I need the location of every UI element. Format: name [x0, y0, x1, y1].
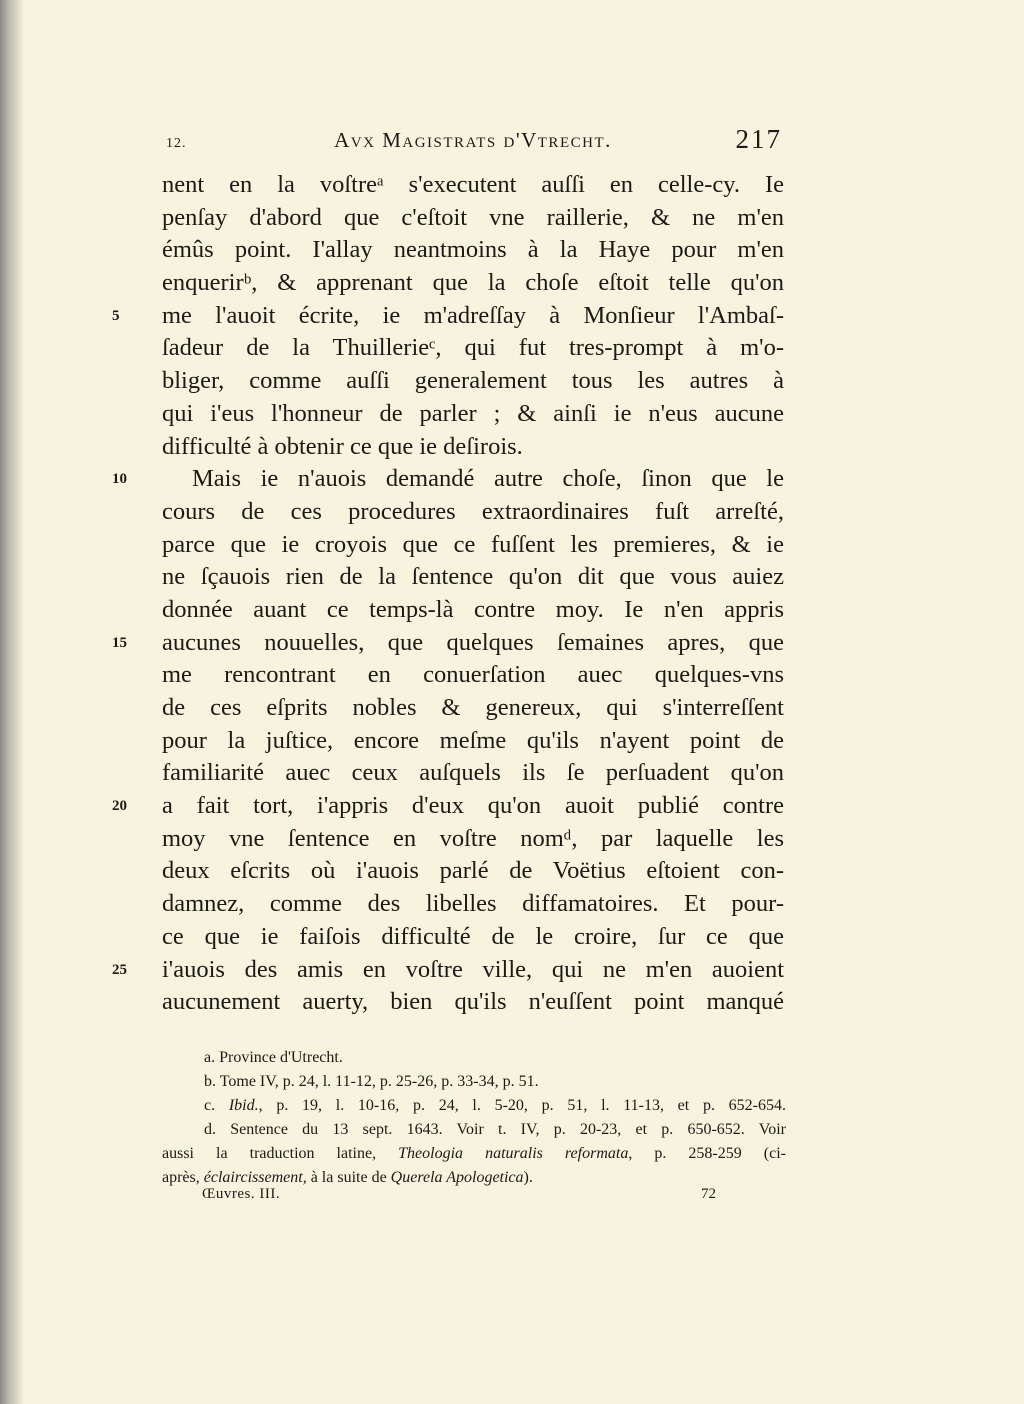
text-line: ſadeur de la Thuillerieᶜ, qui fut tres-prompt à m'o- [162, 334, 784, 362]
text-line: parce que ie croyois que ce fuſſent les premieres, & ie [162, 530, 784, 558]
text-line: aucunement auerty, bien qu'ils n'euſſent point manqué [162, 988, 784, 1016]
line-number: 5 [112, 307, 120, 324]
running-title: Avx Magistrats d'Vtrecht. [334, 128, 612, 152]
footnote-d-text: après, [162, 1169, 204, 1186]
text-line: penſay d'abord que c'eſtoit vne raillerie, & ne m'en [162, 203, 784, 231]
text-line: enquerirᵇ, & apprenant que la choſe eſtoit telle qu'on [162, 269, 784, 297]
line-number: 25 [112, 961, 127, 978]
line-number: 15 [112, 634, 127, 651]
footnote-d-text: ). [523, 1169, 533, 1186]
footnote-c-marker: c. [204, 1097, 229, 1114]
text-line: moy vne ſentence en voſtre nomᵈ, par laquelle les [162, 824, 784, 852]
sheet-number: 72 [701, 1186, 716, 1202]
text-line-numbered [112, 300, 784, 333]
text-line: damnez, comme des libelles diffamatoires. Et pour- [162, 890, 784, 918]
text-line: pour la juſtice, encore meſme qu'ils n'ayent point de [162, 726, 784, 754]
page-gutter-shadow [0, 0, 24, 1404]
text-line: difficulté à obtenir ce que ie deſirois. [162, 432, 523, 460]
text-line: me rencontrant en conuerſation auec quelques-vns [162, 661, 784, 689]
text-line-numbered [112, 954, 784, 987]
text-line: familiarité auec ceux auſquels ils ſe perſuadent qu'on [162, 759, 784, 787]
text-line-content: me l'auoit écrite, ie m'adreſſay à Monſieur l'Ambaſ- [162, 301, 784, 329]
line-number: 10 [112, 471, 127, 488]
footnote-c-text: , p. 19, l. 10-16, p. 24, l. 5-20, p. 51, l. 11-13, et p. 652-654. [258, 1097, 786, 1114]
text-line-content: i'auois des amis en voſtre ville, qui ne m'en auoient [162, 955, 784, 983]
footnote-a: a. Province d'Utrecht. [204, 1049, 343, 1066]
chapter-number: 12. [166, 136, 187, 151]
footnote-d-work-title: Theologia naturalis reformata [398, 1145, 629, 1162]
text-line: émûs point. I'allay neantmoins à la Haye pour m'en [162, 236, 784, 264]
text-line-content: a fait tort, i'appris d'eux qu'on auoit publié contre [162, 792, 784, 820]
body-text [112, 169, 784, 1019]
text-line: cours de ces procedures extraordinaires fuſt arreſté, [162, 497, 784, 525]
text-line-content: Mais ie n'auois demandé autre choſe, ſinon que le [192, 465, 784, 493]
page-footer [162, 1186, 786, 1210]
text-line-numbered [112, 627, 784, 660]
footnote-d-text: , p. 258-259 (ci- [628, 1145, 786, 1162]
text-line: bliger, comme auſſi generalement tous les autres à [162, 367, 784, 395]
footnote-c-ibid: Ibid. [228, 1097, 259, 1114]
text-line: donnée auant ce temps-là contre moy. Ie n'en appris [162, 595, 784, 623]
signature-mark: Œuvres. III. [202, 1186, 281, 1202]
text-line: nent en la voſtreᵃ s'executent auſſi en celle-cy. Ie [162, 171, 784, 198]
text-line: de ces eſprits nobles & genereux, qui s'interreſſent [162, 694, 784, 721]
line-number: 20 [112, 798, 127, 815]
text-line: ne ſçauois rien de la ſentence qu'on dit que vous auiez [162, 563, 784, 591]
text-line-content: aucunes nouuelles, que quelques ſemaines apres, que [162, 628, 784, 656]
footnote-d-work-title: Querela Apologetica [390, 1169, 524, 1186]
footnotes [162, 1046, 786, 1190]
footnote-d-line2 [162, 1142, 786, 1166]
footnote-d-text: aussi la traduction latine, [162, 1145, 399, 1162]
footnote-d-text: à la suite de [306, 1169, 391, 1186]
text-line: deux eſcrits où i'auois parlé de Voëtius eſtoient con- [162, 857, 784, 885]
text-line: ce que ie faiſois difficulté de le croire, ſur ce que [162, 922, 784, 950]
page-number: 217 [735, 124, 782, 154]
running-header [162, 124, 784, 164]
footnote-b: b. Tome IV, p. 24, l. 11-12, p. 25-26, p. 33-34, p. 51. [204, 1073, 539, 1090]
footnote-d-eclaircissement: éclaircissement, [203, 1169, 307, 1186]
footnote-c [162, 1094, 786, 1118]
text-line-numbered [112, 463, 784, 496]
text-line-numbered [112, 790, 784, 823]
footnote-d-line1: d. Sentence du 13 sept. 1643. Voir t. IV, p. 20-23, et p. 650-652. Voir [204, 1121, 786, 1138]
text-line: qui i'eus l'honneur de parler ; & ainſi ie n'eus aucune [162, 399, 784, 427]
